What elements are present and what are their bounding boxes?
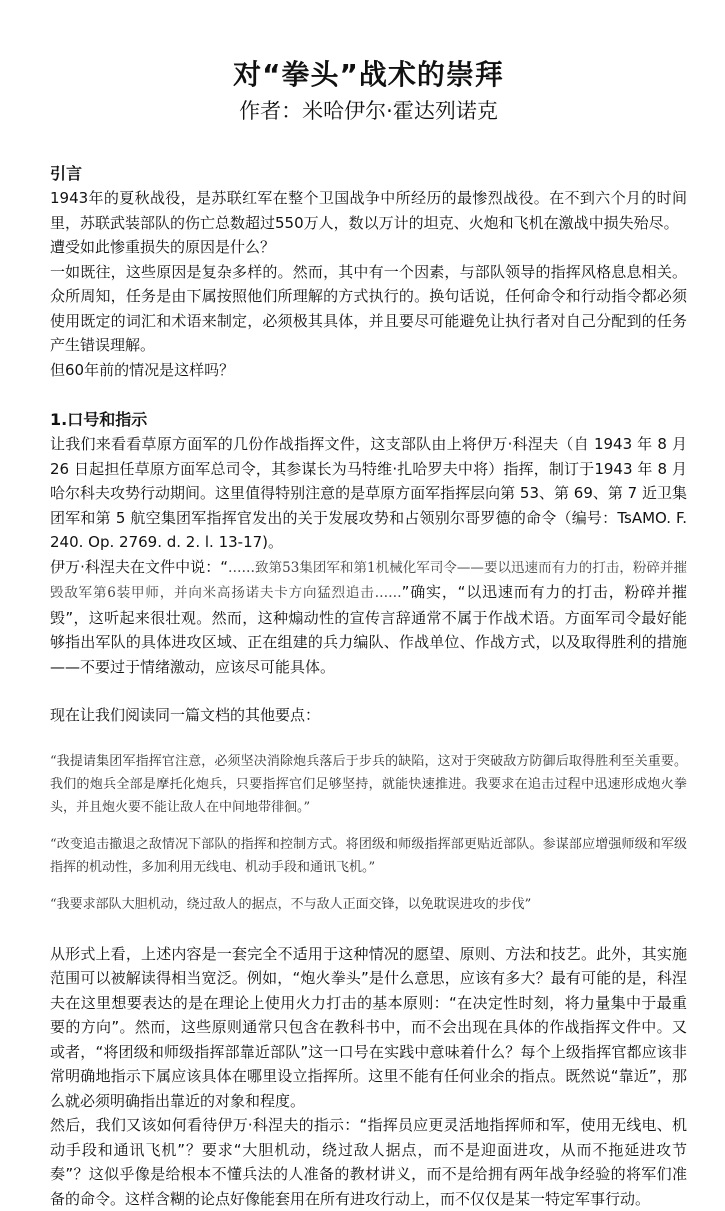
document-author: 作者：米哈伊尔·霍达列诺克 — [239, 99, 498, 123]
intro-paragraph-4: 但60年前的情况是这样吗？ — [50, 360, 235, 379]
section-1-paragraph-1: 让我们来看看草原方面军的几份作战指挥文件，这支部队由上将伊万·科涅夫（自 1943 年 8 月 26 日起担任草原方面军总司令，其参谋长为马特维·扎哈罗夫中将）指挥，制订于1943 年 8 月哈尔科夫攻势行动期间。这里值得特别注意的是草原方面军指挥层向第 53、第 69、第 7 近卫集团军和第 5 航空集团军指挥官发出的关于发展攻势和占领别尔哥罗德的命令（编号：TsAMO. F. 240. Op. 2769. d. 2. l. 13-17)。 — [50, 435, 687, 551]
paragraph-2-rest: ”确实，“以迅速而有力的打击，粉碎并摧毁”，这听起来很壮观。然而，这种煽动性的宣传言辞通常不属于作战术语。方面军司令最好能够指出军队的具体进攻区域、正在组建的兵力编队、作战单位、作战方式，以及取得胜利的措施——不要过于情绪激动，应该尽可能具体。 — [50, 583, 688, 676]
section-1-heading: 1.口号和指示 — [50, 410, 148, 429]
quote-2: “改变追击撤退之敌情况下部队的指挥和控制方式。将团级和师级指挥部更贴近部队。参谋部应增强师级和军级指挥的机动性，多加利用无线电、机动手段和通讯飞机。” — [50, 836, 687, 875]
quote-3: “我要求部队大胆机动，绕过敌人的据点，不与敌人正面交锋，以免耽误进攻的步伐” — [50, 896, 532, 912]
intro-paragraph-3: 一如既往，这些原因是复杂多样的。然而，其中有一个因素，与部队领导的指挥风格息息相关。众所周知，任务是由下属按照他们所理解的方式执行的。换句话说，任何命令和行动指令都必须使用既定的词汇和术语来制定，必须极其具体，并且要尽可能避免让执行者对自己分配到的任务产生错误理解。 — [50, 262, 687, 354]
quote-1: “我提请集团军指挥官注意，必须坚决消除炮兵落后于步兵的缺陷，这对于突破敌方防御后取得胜利至关重要。我们的炮兵全部是摩托化炮兵，只要指挥官们足够坚持，就能快速推进。我要求在追击过程中迅速形成炮火拳头，并且炮火要不能让敌人在中间地带徘徊。” — [50, 753, 687, 815]
section-1-paragraph-2 — [50, 555, 687, 680]
paragraph-2-quote: ……致第53集团军和第1机械化军司令——要以迅速而有力的打击，粉碎并摧毁敌军第6装甲师，并向米高扬诺夫卡方向猛烈追击…… — [50, 559, 687, 601]
document-title: 对“拳头”战术的崇拜 — [233, 58, 504, 91]
intro-paragraph-2: 遭受如此惨重损失的原因是什么？ — [50, 238, 276, 256]
section-1-paragraph-3: 现在让我们阅读同一篇文档的其他要点： — [50, 706, 321, 724]
intro-heading: 引言 — [50, 164, 83, 183]
section-1-paragraph-4: 从形式上看，上述内容是一套完全不适用于这种情况的愿望、原则、方法和技艺。此外，其实施范围可以被解读得相当宽泛。例如，“炮火拳头”是什么意思，应该有多大？最有可能的是，科涅夫在这里想要表达的是在理论上使用火力打击的基本原则：“在决定性时刻，将力量集中于最重要的方向”。然而，这些原则通常只包含在教科书中，而不会出现在具体的作战指挥文件中。又或者，“将团级和师级指挥部靠近部队”这一口号在实践中意味着什么？每个上级指挥官都应该非常明确地指示下属应该具体在哪里设立指挥所。这里不能有任何业余的指点。既然说“靠近”，那么就必须明确指出靠近的对象和程度。 — [50, 944, 687, 1110]
paragraph-2-lead: 伊万·科涅夫在文件中说：“ — [50, 557, 229, 576]
intro-paragraph-1: 1943年的夏秋战役，是苏联红军在整个卫国战争中所经历的最惨烈战役。在不到六个月的时间里，苏联武装部队的伤亡总数超过550万人，数以万计的坦克、火炮和飞机在激战中损失殆尽。 — [50, 189, 687, 232]
section-1-paragraph-5: 然后，我们又该如何看待伊万·科涅夫的指示：“指挥员应更灵活地指挥师和军，使用无线电、机动手段和通讯飞机”？要求“大胆机动，绕过敌人据点，而不是迎面进攻，从而不拖延进攻节奏”？这似乎像是给根本不懂兵法的人准备的教材讲义，而不是给拥有两年战争经验的将军们准备的命令。这样含糊的论点好像能套用在所有进攻行动上，而不仅仅是某一特定军事行动。 — [50, 1116, 687, 1208]
